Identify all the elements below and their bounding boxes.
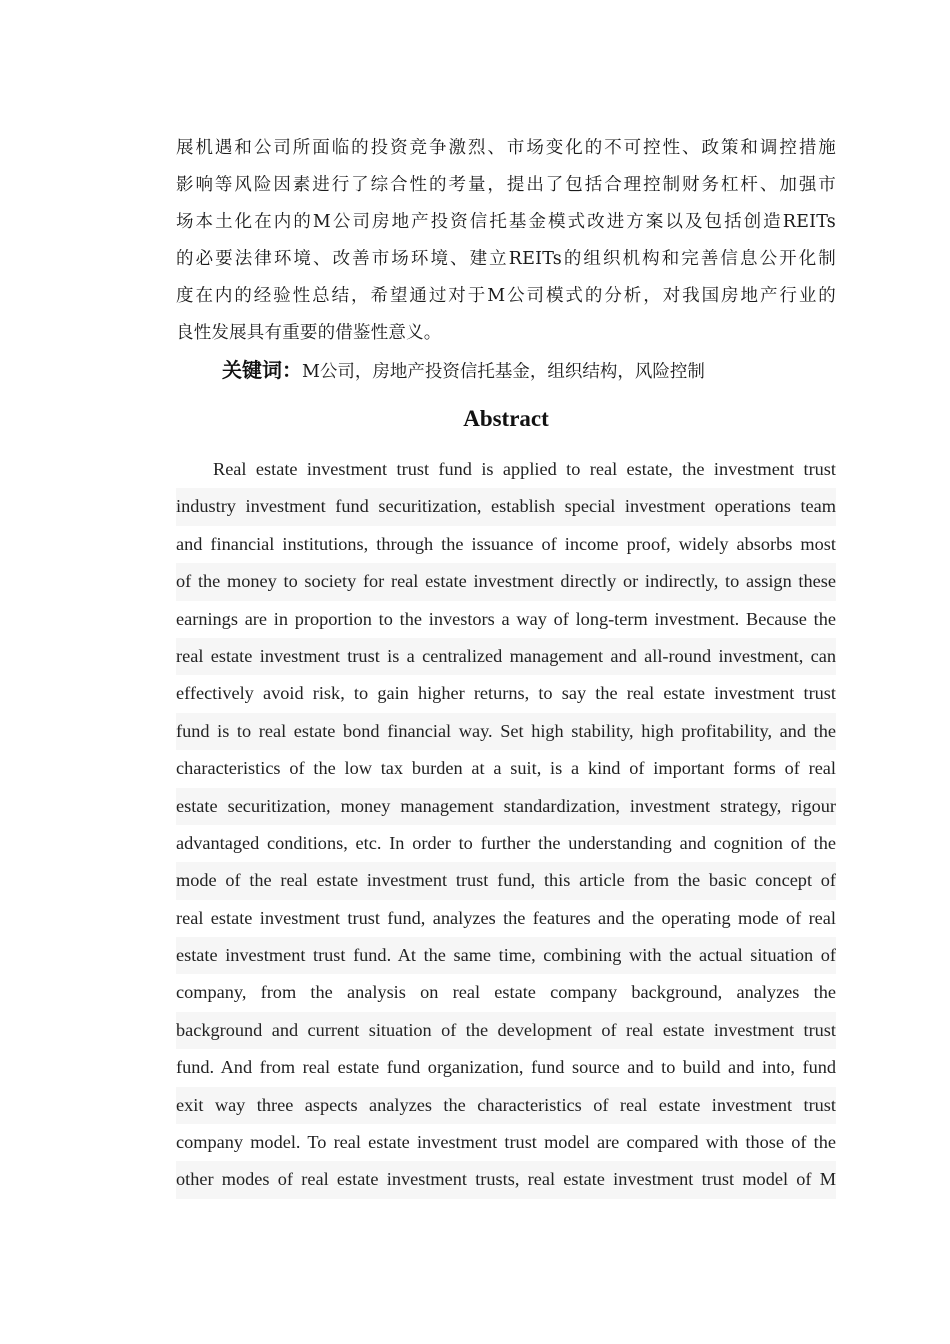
- abstract-line: real estate investment trust is a centralized management and all-round investment, can: [176, 638, 836, 675]
- abstract-line: estate investment trust fund. At the same time, combining with the actual situation of: [176, 937, 836, 974]
- english-abstract-paragraph: [176, 451, 836, 1199]
- keywords-line: [222, 352, 705, 389]
- abstract-line: effectively avoid risk, to gain higher returns, to say the real estate investment trust: [176, 683, 836, 704]
- chinese-paragraph-line: 场本土化在内的M公司房地产投资信托基金模式改进方案以及包括创造REITs: [176, 212, 836, 232]
- chinese-paragraph-line: 的必要法律环境、改善市场环境、建立REITs的组织机构和完善信息公开化制: [176, 249, 836, 269]
- chinese-paragraph-line: 影响等风险因素进行了综合性的考量，提出了包括合理控制财务杠杆、加强市: [176, 175, 836, 195]
- abstract-line: advantaged conditions, etc. In order to further the understanding and cognition of the: [176, 832, 836, 853]
- keywords-label: 关键词：: [222, 358, 302, 382]
- abstract-heading: Abstract: [463, 406, 549, 431]
- abstract-line: fund is to real estate bond financial way. Set high stability, high profitability, and the: [176, 713, 836, 750]
- abstract-line: company, from the analysis on real estate company background, analyzes the: [176, 982, 836, 1003]
- abstract-line: Real estate investment trust fund is applied to real estate, the investment trust: [213, 459, 836, 479]
- abstract-line: and financial institutions, through the issuance of income proof, widely absorbs most: [176, 533, 836, 554]
- abstract-line: mode of the real estate investment trust fund, this article from the basic concept of: [176, 862, 836, 899]
- abstract-line: earnings are in proportion to the investors a way of long-term investment. Because the: [176, 608, 836, 629]
- chinese-paragraph-line: 度在内的经验性总结，希望通过对于M公司模式的分析，对我国房地产行业的: [176, 286, 836, 306]
- abstract-line: estate securitization, money management standardization, investment strategy, rigour: [176, 788, 836, 825]
- abstract-line: fund. And from real estate fund organization, fund source and to build and into, fund: [176, 1057, 836, 1078]
- abstract-line: exit way three aspects analyzes the characteristics of real estate investment trust: [176, 1087, 836, 1124]
- chinese-paragraph-line: 展机遇和公司所面临的投资竞争激烈、市场变化的不可控性、政策和调控措施: [176, 138, 836, 158]
- chinese-abstract-paragraph: [176, 130, 836, 352]
- abstract-line: of the money to society for real estate investment directly or indirectly, to assign these: [176, 563, 836, 600]
- abstract-line: characteristics of the low tax burden at a suit, is a kind of important forms of real: [176, 758, 836, 779]
- chinese-paragraph-line: 良性发展具有重要的借鉴性意义。: [176, 323, 442, 343]
- keywords-text: M公司，房地产投资信托基金，组织结构，风险控制: [302, 362, 705, 382]
- abstract-line: other modes of real estate investment trusts, real estate investment trust model of M: [176, 1161, 836, 1198]
- abstract-line: industry investment fund securitization, establish special investment operations team: [176, 488, 836, 525]
- abstract-line: company model. To real estate investment trust model are compared with those of the: [176, 1132, 836, 1153]
- abstract-line: real estate investment trust fund, analyzes the features and the operating mode of real: [176, 907, 836, 928]
- abstract-line: background and current situation of the development of real estate investment trust: [176, 1012, 836, 1049]
